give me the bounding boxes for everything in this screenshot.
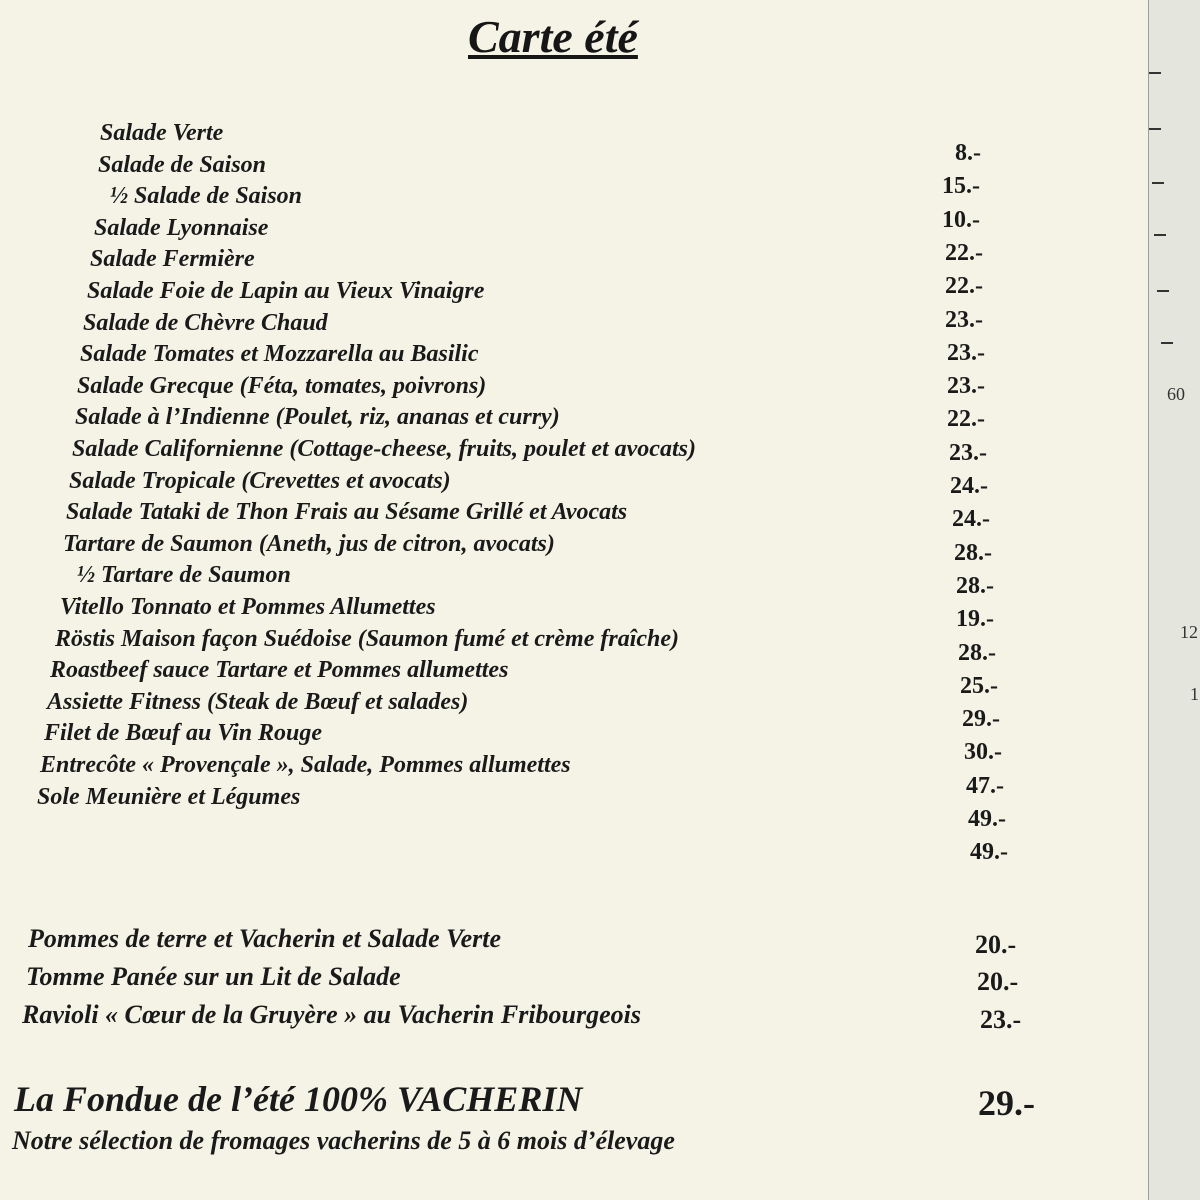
menu-item-name: Salade de Saison <box>98 151 267 178</box>
menu-item-price: 15.- <box>942 173 980 200</box>
menu-item-price: 23.- <box>947 373 985 400</box>
menu-item-name: Roastbeef sauce Tartare et Pommes allumettes <box>50 657 509 684</box>
menu-item-name: ½ Tartare de Saumon <box>77 562 291 589</box>
menu-item-price: 24.- <box>950 473 988 499</box>
cheese-item-name: Tomme Panée sur un Lit de Salade <box>26 962 401 991</box>
dash-mark <box>1161 342 1173 344</box>
menu-item-price: 23.- <box>945 306 983 333</box>
menu-item-name: Salade Tataki de Thon Frais au Sésame Grillé et Avocats <box>66 499 628 526</box>
dash-mark <box>1149 72 1161 74</box>
menu-item-price: 8.- <box>955 140 981 166</box>
cheese-item-name: Pommes de terre et Vacherin et Salade Verte <box>28 924 502 953</box>
menu-item-name: Salade Tropicale (Crevettes et avocats) <box>69 467 451 494</box>
menu-item-price: 25.- <box>960 672 998 699</box>
menu-item-name: Assiette Fitness (Steak de Bœuf et salades) <box>47 688 469 715</box>
dash-mark <box>1152 182 1164 184</box>
menu-item-price: 23.- <box>949 439 987 466</box>
menu-item-name: Salade Lyonnaise <box>94 214 269 241</box>
menu-item-name: Filet de Bœuf au Vin Rouge <box>44 720 323 747</box>
menu-item-name: Salade Grecque (Féta, tomates, poivrons) <box>77 372 487 399</box>
menu-item-name: Salade Foie de Lapin au Vieux Vinaigre <box>87 278 485 304</box>
menu-item-name: Salade à l’Indienne (Poulet, riz, ananas et curry) <box>75 404 560 431</box>
menu-item-price: 22.- <box>947 406 985 433</box>
fondue-price: 29.- <box>978 1083 1035 1123</box>
cheese-item-price: 20.- <box>977 967 1019 996</box>
dash-mark <box>1154 234 1166 236</box>
cheese-item-price: 20.- <box>975 930 1017 959</box>
menu-item-price: 10.- <box>942 206 980 233</box>
fondue-name: La Fondue de l’été 100% VACHERIN <box>14 1079 583 1119</box>
underlying-number: 60 <box>1167 384 1185 404</box>
menu-item-name: Salade Fermière <box>90 246 255 273</box>
menu-item-price: 19.- <box>956 606 994 633</box>
menu-item-price: 30.- <box>964 739 1002 766</box>
menu-title: Carte été <box>468 11 638 62</box>
menu-item-price: 49.- <box>968 806 1006 832</box>
menu-item-name: Entrecôte « Provençale », Salade, Pommes allumettes <box>40 752 571 778</box>
menu-item-name: Vitello Tonnato et Pommes Allumettes <box>60 594 436 620</box>
menu-item-price: 28.- <box>956 572 994 599</box>
menu-item-name: Tartare de Saumon (Aneth, jus de citron, avocats) <box>63 530 555 557</box>
underlying-number: 1 <box>1190 684 1199 704</box>
menu-item-name: Salade de Chèvre Chaud <box>83 309 328 336</box>
cheese-item-price: 23.- <box>980 1005 1022 1034</box>
dash-mark <box>1149 128 1161 130</box>
fondue-description: Notre sélection de fromages vacherins de 5 à 6 mois d’élevage <box>12 1126 675 1155</box>
underlying-number: 12 <box>1180 622 1198 642</box>
cheese-item-name: Ravioli « Cœur de la Gruyère » au Vacherin Fribourgeois <box>22 1000 642 1029</box>
menu-item-price: 23.- <box>947 339 985 366</box>
menu-item-name: ½ Salade de Saison <box>110 183 303 210</box>
menu-item-price: 28.- <box>958 639 996 666</box>
menu-item-name: Salade Verte <box>100 120 224 146</box>
underlying-page <box>1149 0 1200 1200</box>
menu-item-price: 49.- <box>970 839 1008 866</box>
menu-item-price: 29.- <box>962 706 1000 733</box>
menu-item-name: Salade Californienne (Cottage-cheese, fruits, poulet et avocats) <box>72 436 696 462</box>
menu-item-name: Sole Meunière et Légumes <box>37 783 301 810</box>
menu-item-price: 47.- <box>966 772 1004 799</box>
menu-item-name: Röstis Maison façon Suédoise (Saumon fumé et crème fraîche) <box>55 625 680 652</box>
menu-item-price: 24.- <box>952 506 990 533</box>
menu-item-price: 22.- <box>945 273 983 300</box>
menu-item-price: 22.- <box>945 239 983 266</box>
dash-mark <box>1157 290 1169 292</box>
menu-item-name: Salade Tomates et Mozzarella au Basilic <box>80 341 479 368</box>
menu-item-price: 28.- <box>954 539 992 566</box>
